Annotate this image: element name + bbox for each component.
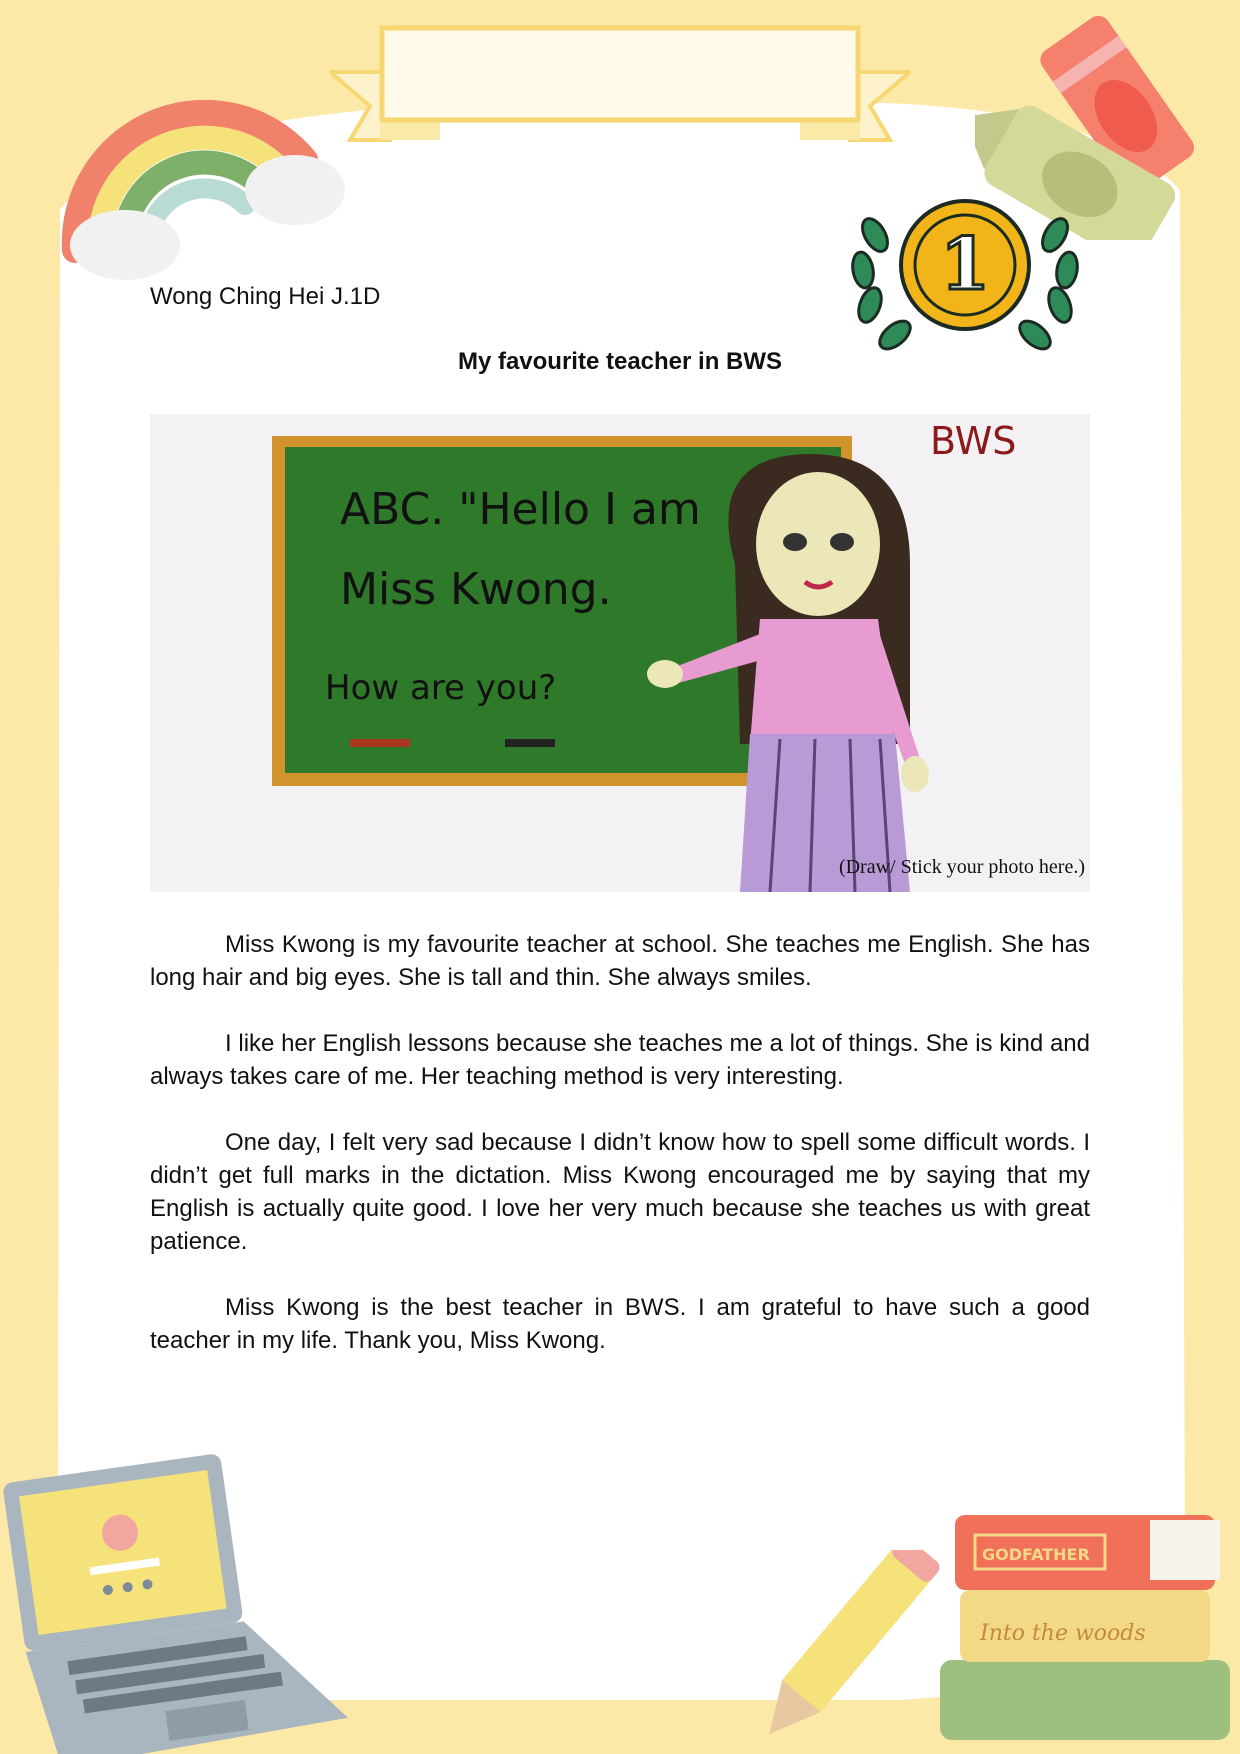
page-title: My favourite teacher in BWS [457, 348, 783, 375]
essay-body [150, 928, 1090, 1390]
medal-number: 1 [939, 221, 991, 306]
banner-icon [330, 22, 910, 147]
board-line-3: How are you? [325, 668, 557, 708]
paragraph: Miss Kwong is my favourite teacher at school. She teaches me English. She has long hair and big eyes. She is tall and thin. She always smiles. [150, 931, 1090, 991]
books-icon [920, 1490, 1240, 1754]
drawing-photo [150, 414, 1090, 892]
rainbow-icon [45, 40, 355, 280]
paragraph: One day, I felt very sad because I didn’t know how to spell some difficult words. I didn’t get full marks in the dictation. Miss Kwong encouraged me by saying that my English is actually quite good. I love her very much because she teaches us with great patience. [150, 1129, 1090, 1255]
paragraph: Miss Kwong is the best teacher in BWS. I am grateful to have such a good teacher in my life. Thank you, Miss Kwong. [150, 1294, 1090, 1354]
medal-icon [845, 185, 1085, 360]
book-title-1: GODFATHER [982, 1545, 1090, 1564]
paragraph: I like her English lessons because she teaches me a lot of things. She is kind and always takes care of me. Her teaching method is very interesting. [150, 1030, 1090, 1090]
book-title-2: Into the woods [980, 1621, 1146, 1646]
board-line-2: Miss Kwong. [340, 564, 612, 615]
bws-label: BWS [930, 419, 1017, 463]
photo-caption: (Draw/ Stick your photo here.) [838, 856, 1085, 878]
student-name: Wong Ching Hei J.1D [150, 283, 381, 310]
laptop-icon [0, 1440, 360, 1754]
board-line-1: ABC. "Hello I am [340, 484, 701, 535]
